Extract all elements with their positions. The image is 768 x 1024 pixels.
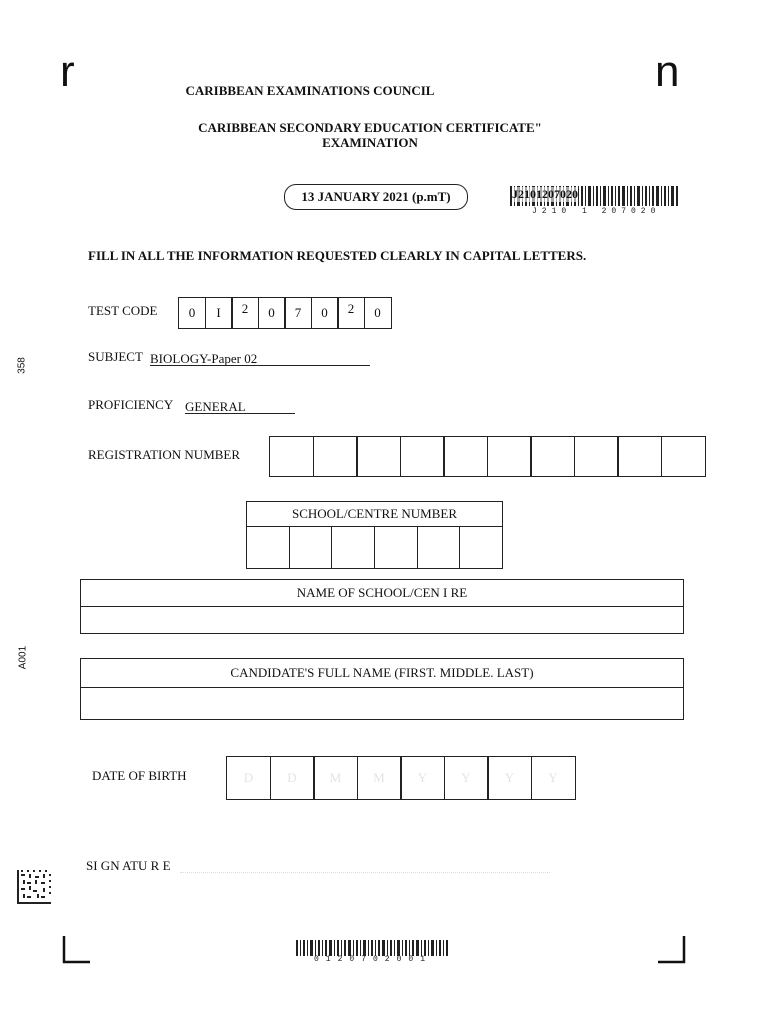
school-number-digit-box[interactable] — [460, 527, 502, 568]
proficiency-label: PROFICIENCY — [88, 397, 174, 412]
datamatrix-code-icon — [17, 870, 51, 904]
corner-mark-left: r — [60, 47, 75, 96]
test-code-digit: 0 — [258, 297, 286, 329]
school-name-panel — [80, 579, 684, 634]
school-name-label: NAME OF SCHOOL/CEN I RE — [81, 580, 683, 607]
subject-field[interactable] — [150, 350, 370, 366]
test-code-digit: 0 — [311, 297, 339, 329]
dob-label: DATE OF BIRTH — [92, 768, 187, 783]
test-code-digit: 2 — [231, 297, 259, 329]
test-code-boxes — [178, 297, 392, 329]
school-number-digit-box[interactable] — [247, 527, 290, 568]
registration-digit-box[interactable] — [487, 436, 532, 477]
barcode-top-digits-left: J210 — [532, 207, 572, 216]
test-code-digit: I — [205, 297, 233, 329]
certificate-title: CARIBBEAN SECONDARY EDUCATION CERTIFICATE" — [198, 120, 542, 135]
test-code-label: TEST CODE — [88, 303, 158, 318]
dob-year-box[interactable]: Y — [487, 756, 532, 800]
exam-date: 13 JANUARY 2021 (p.mT) — [301, 189, 451, 204]
side-code-bottom: A001 — [17, 645, 29, 670]
school-number-digit-box[interactable] — [290, 527, 333, 568]
corner-mark-right: n — [655, 47, 680, 96]
council-title: CARIBBEAN EXAMINATIONS COUNCIL — [185, 83, 435, 98]
subject-label: SUBJECT — [88, 349, 143, 364]
candidate-name-label: CANDIDATE'S FULL NAME (FIRST. MIDDLE. LAST) — [81, 659, 683, 688]
barcode-bottom-icon — [296, 940, 448, 956]
test-code-digit: 0 — [364, 297, 392, 329]
dob-boxes — [226, 756, 576, 800]
crop-mark-right-icon — [658, 936, 686, 964]
registration-digit-box[interactable] — [617, 436, 662, 477]
registration-digit-box[interactable] — [356, 436, 401, 477]
dob-year-box[interactable]: Y — [400, 756, 445, 800]
school-number-digit-box[interactable] — [375, 527, 418, 568]
registration-digit-box[interactable] — [269, 436, 314, 477]
test-code-digit: 7 — [284, 297, 312, 329]
school-number-panel — [246, 501, 503, 569]
proficiency-value: GENERAL — [185, 399, 246, 414]
dob-year-box[interactable]: Y — [531, 756, 576, 800]
dob-day-box[interactable]: D — [226, 756, 271, 800]
examination-title: EXAMINATION — [322, 135, 418, 150]
candidate-name-panel — [80, 658, 684, 720]
barcode-bottom-digits: 0120702001 — [314, 955, 433, 964]
dob-month-box[interactable]: M — [357, 756, 402, 800]
registration-digit-box[interactable] — [574, 436, 619, 477]
side-code-top: 358 — [16, 357, 28, 374]
school-number-digit-box[interactable] — [418, 527, 461, 568]
school-number-label: SCHOOL/CENTRE NUMBER — [247, 502, 502, 527]
candidate-name-input[interactable] — [81, 688, 683, 719]
proficiency-field[interactable] — [185, 398, 295, 414]
registration-label: REGISTRATION NUMBER — [88, 447, 241, 462]
signature-label: SI GN ATU R E — [86, 858, 171, 873]
registration-digit-box[interactable] — [313, 436, 358, 477]
registration-digit-box[interactable] — [661, 436, 706, 477]
registration-boxes — [269, 436, 706, 477]
exam-date-box — [284, 184, 468, 210]
barcode-top-text: J2101207020 — [512, 187, 578, 201]
registration-digit-box[interactable] — [530, 436, 575, 477]
subject-value: BIOLOGY-Paper 02 — [150, 351, 258, 366]
barcode-top-digits-right: 1 207020 — [582, 207, 661, 216]
crop-mark-left-icon — [62, 936, 90, 964]
signature-field[interactable] — [180, 872, 550, 873]
dob-day-box[interactable]: D — [270, 756, 315, 800]
dob-month-box[interactable]: M — [313, 756, 358, 800]
instruction-text: FILL IN ALL THE INFORMATION REQUESTED CLEARLY IN CAPITAL LETTERS. — [88, 248, 587, 263]
school-number-digit-box[interactable] — [332, 527, 375, 568]
test-code-digit: 0 — [178, 297, 206, 329]
school-name-input[interactable] — [81, 607, 683, 633]
registration-digit-box[interactable] — [400, 436, 445, 477]
test-code-digit: 2 — [337, 297, 365, 329]
registration-digit-box[interactable] — [443, 436, 488, 477]
dob-year-box[interactable]: Y — [444, 756, 489, 800]
